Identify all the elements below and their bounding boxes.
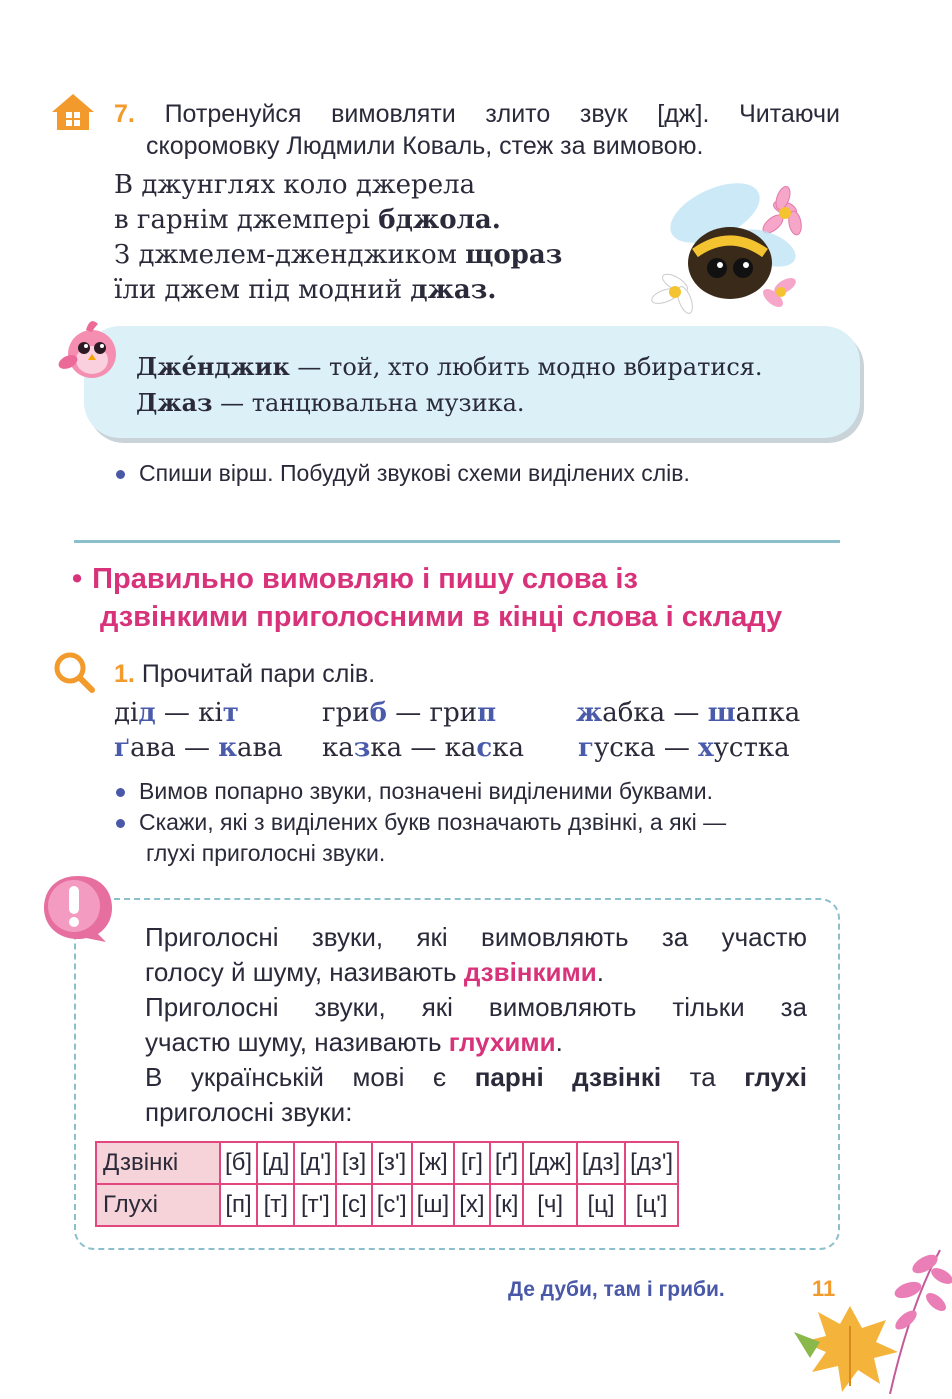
- glossary-term: Дже́нджик: [136, 352, 290, 381]
- voiced-sound: [дз']: [625, 1142, 678, 1184]
- house-icon: [50, 92, 96, 132]
- voiceless-sound: [п]: [220, 1184, 257, 1226]
- voiceless-sound: [с]: [336, 1184, 371, 1226]
- word-pair: ґава — кава: [114, 733, 283, 763]
- pairs-row: [114, 731, 834, 766]
- sound-table: [95, 1141, 679, 1227]
- term-voiceless: глухими: [448, 1027, 556, 1057]
- glossary-entry: Джаз — танцювальна музика.: [136, 388, 525, 417]
- voiced-sound: [д]: [257, 1142, 294, 1184]
- voiced-sound: [з']: [372, 1142, 412, 1184]
- task7-text: [114, 98, 840, 162]
- bullet-dot: [116, 819, 125, 828]
- bird-illustration: [54, 312, 124, 384]
- rule-line: участю шуму, називають глухими.: [145, 1027, 563, 1057]
- autumn-leaves-illustration: [790, 1246, 952, 1394]
- glossary-text: [136, 349, 763, 421]
- section-title-line2: дзвінкими приголосними в кінці слова і складу: [100, 601, 783, 633]
- section-bullet: •: [72, 563, 83, 595]
- glossary-entry: Дже́нджик — той, хто любить модно вбиратися.: [136, 352, 763, 381]
- voiced-sound: [з]: [336, 1142, 371, 1184]
- voiced-sound: [ґ]: [490, 1142, 524, 1184]
- rule-line: Приголосні звуки, які вимовляють тільки за: [145, 992, 807, 1022]
- section-title-line1: Правильно вимовляю і пишу слова із: [92, 563, 638, 595]
- voiceless-sound: [ч]: [523, 1184, 576, 1226]
- voiceless-row: [96, 1184, 678, 1226]
- voiceless-sound: [к]: [490, 1184, 524, 1226]
- voiceless-sound: [ш]: [412, 1184, 455, 1226]
- voiced-sound: [д']: [294, 1142, 336, 1184]
- voiceless-sound: [ц]: [577, 1184, 625, 1226]
- poem-line: в гарнім джемпері бджола.: [114, 205, 501, 235]
- glossary-term: Джаз: [136, 388, 213, 417]
- voiced-sound: [дз]: [577, 1142, 625, 1184]
- bullet-item-continued: глухі приголосні звуки.: [146, 840, 386, 866]
- task7-bullet: Спиши вірш. Побудуй звукові схеми виділених слів.: [116, 458, 690, 489]
- task1-text: 1. Прочитай пари слів.: [114, 660, 376, 688]
- section-divider: [74, 540, 840, 543]
- voiceless-sound: [т]: [257, 1184, 294, 1226]
- highlighted-word: джаз.: [410, 275, 497, 305]
- proverb: Де дуби, там і гриби.: [508, 1278, 725, 1301]
- rule-line: В українській мові є парні дзвінкі та глухі: [145, 1062, 808, 1092]
- highlighted-word: бджола.: [378, 205, 501, 235]
- word-pair: жабка — шапка: [576, 698, 801, 728]
- task7-line2: скоромовку Людмили Коваль, стеж за вимовою.: [146, 132, 704, 160]
- rule-text: [145, 920, 807, 1130]
- rule-line: Приголосні звуки, які вимовляють за участю: [145, 922, 807, 952]
- task7-line1: Потренуйся вимовляти злито звук [дж]. Читаючи: [164, 100, 840, 128]
- poem-line: їли джем під модний джаз.: [114, 275, 497, 305]
- bullet-item: Вимов попарно звуки, позначені виділеними буквами.: [116, 776, 846, 807]
- bullet-item: Скажи, які з виділених букв позначають дзвінкі, а які —: [116, 807, 846, 838]
- poem-line: З джмелем-дженджиком щораз: [114, 240, 563, 270]
- rule-line: приголосні звуки:: [145, 1097, 353, 1127]
- exclamation-icon: [40, 872, 116, 944]
- term-voiced: дзвінкими: [463, 957, 597, 987]
- highlighted-word: щораз: [465, 240, 563, 270]
- voiced-row: [96, 1142, 678, 1184]
- poem: [114, 168, 562, 308]
- word-pairs: [114, 696, 834, 766]
- task-number: 7.: [114, 100, 135, 128]
- voiceless-label: Глухі: [96, 1184, 220, 1226]
- word-pair: гриб — грип: [322, 698, 497, 728]
- bee-illustration: [645, 168, 815, 318]
- voiced-sound: [б]: [220, 1142, 257, 1184]
- voiceless-sound: [с']: [372, 1184, 412, 1226]
- rule-line: голосу й шуму, називають дзвінкими.: [145, 957, 604, 987]
- bullet-dot: [116, 470, 125, 479]
- task-number: 1.: [114, 660, 135, 688]
- word-pair: гуска — хустка: [578, 733, 790, 763]
- section-heading: [72, 560, 782, 636]
- voiceless-sound: [т']: [294, 1184, 336, 1226]
- voiceless-sound: [х]: [454, 1184, 489, 1226]
- pairs-row: [114, 696, 834, 731]
- poem-line: В джунглях коло джерела: [114, 170, 476, 200]
- word-pair: дід — кіт: [114, 698, 239, 728]
- magnifier-icon: [52, 650, 96, 694]
- voiced-sound: [ж]: [412, 1142, 455, 1184]
- voiced-sound: [г]: [454, 1142, 489, 1184]
- voiced-sound: [дж]: [523, 1142, 576, 1184]
- sound-table-wrap: [95, 1141, 679, 1227]
- bullet-dot: [116, 788, 125, 797]
- word-pair: казка — каска: [322, 733, 524, 763]
- task1-bullets: [116, 776, 846, 869]
- voiced-label: Дзвінкі: [96, 1142, 220, 1184]
- voiceless-sound: [ц']: [625, 1184, 678, 1226]
- page-number: 11: [812, 1276, 836, 1301]
